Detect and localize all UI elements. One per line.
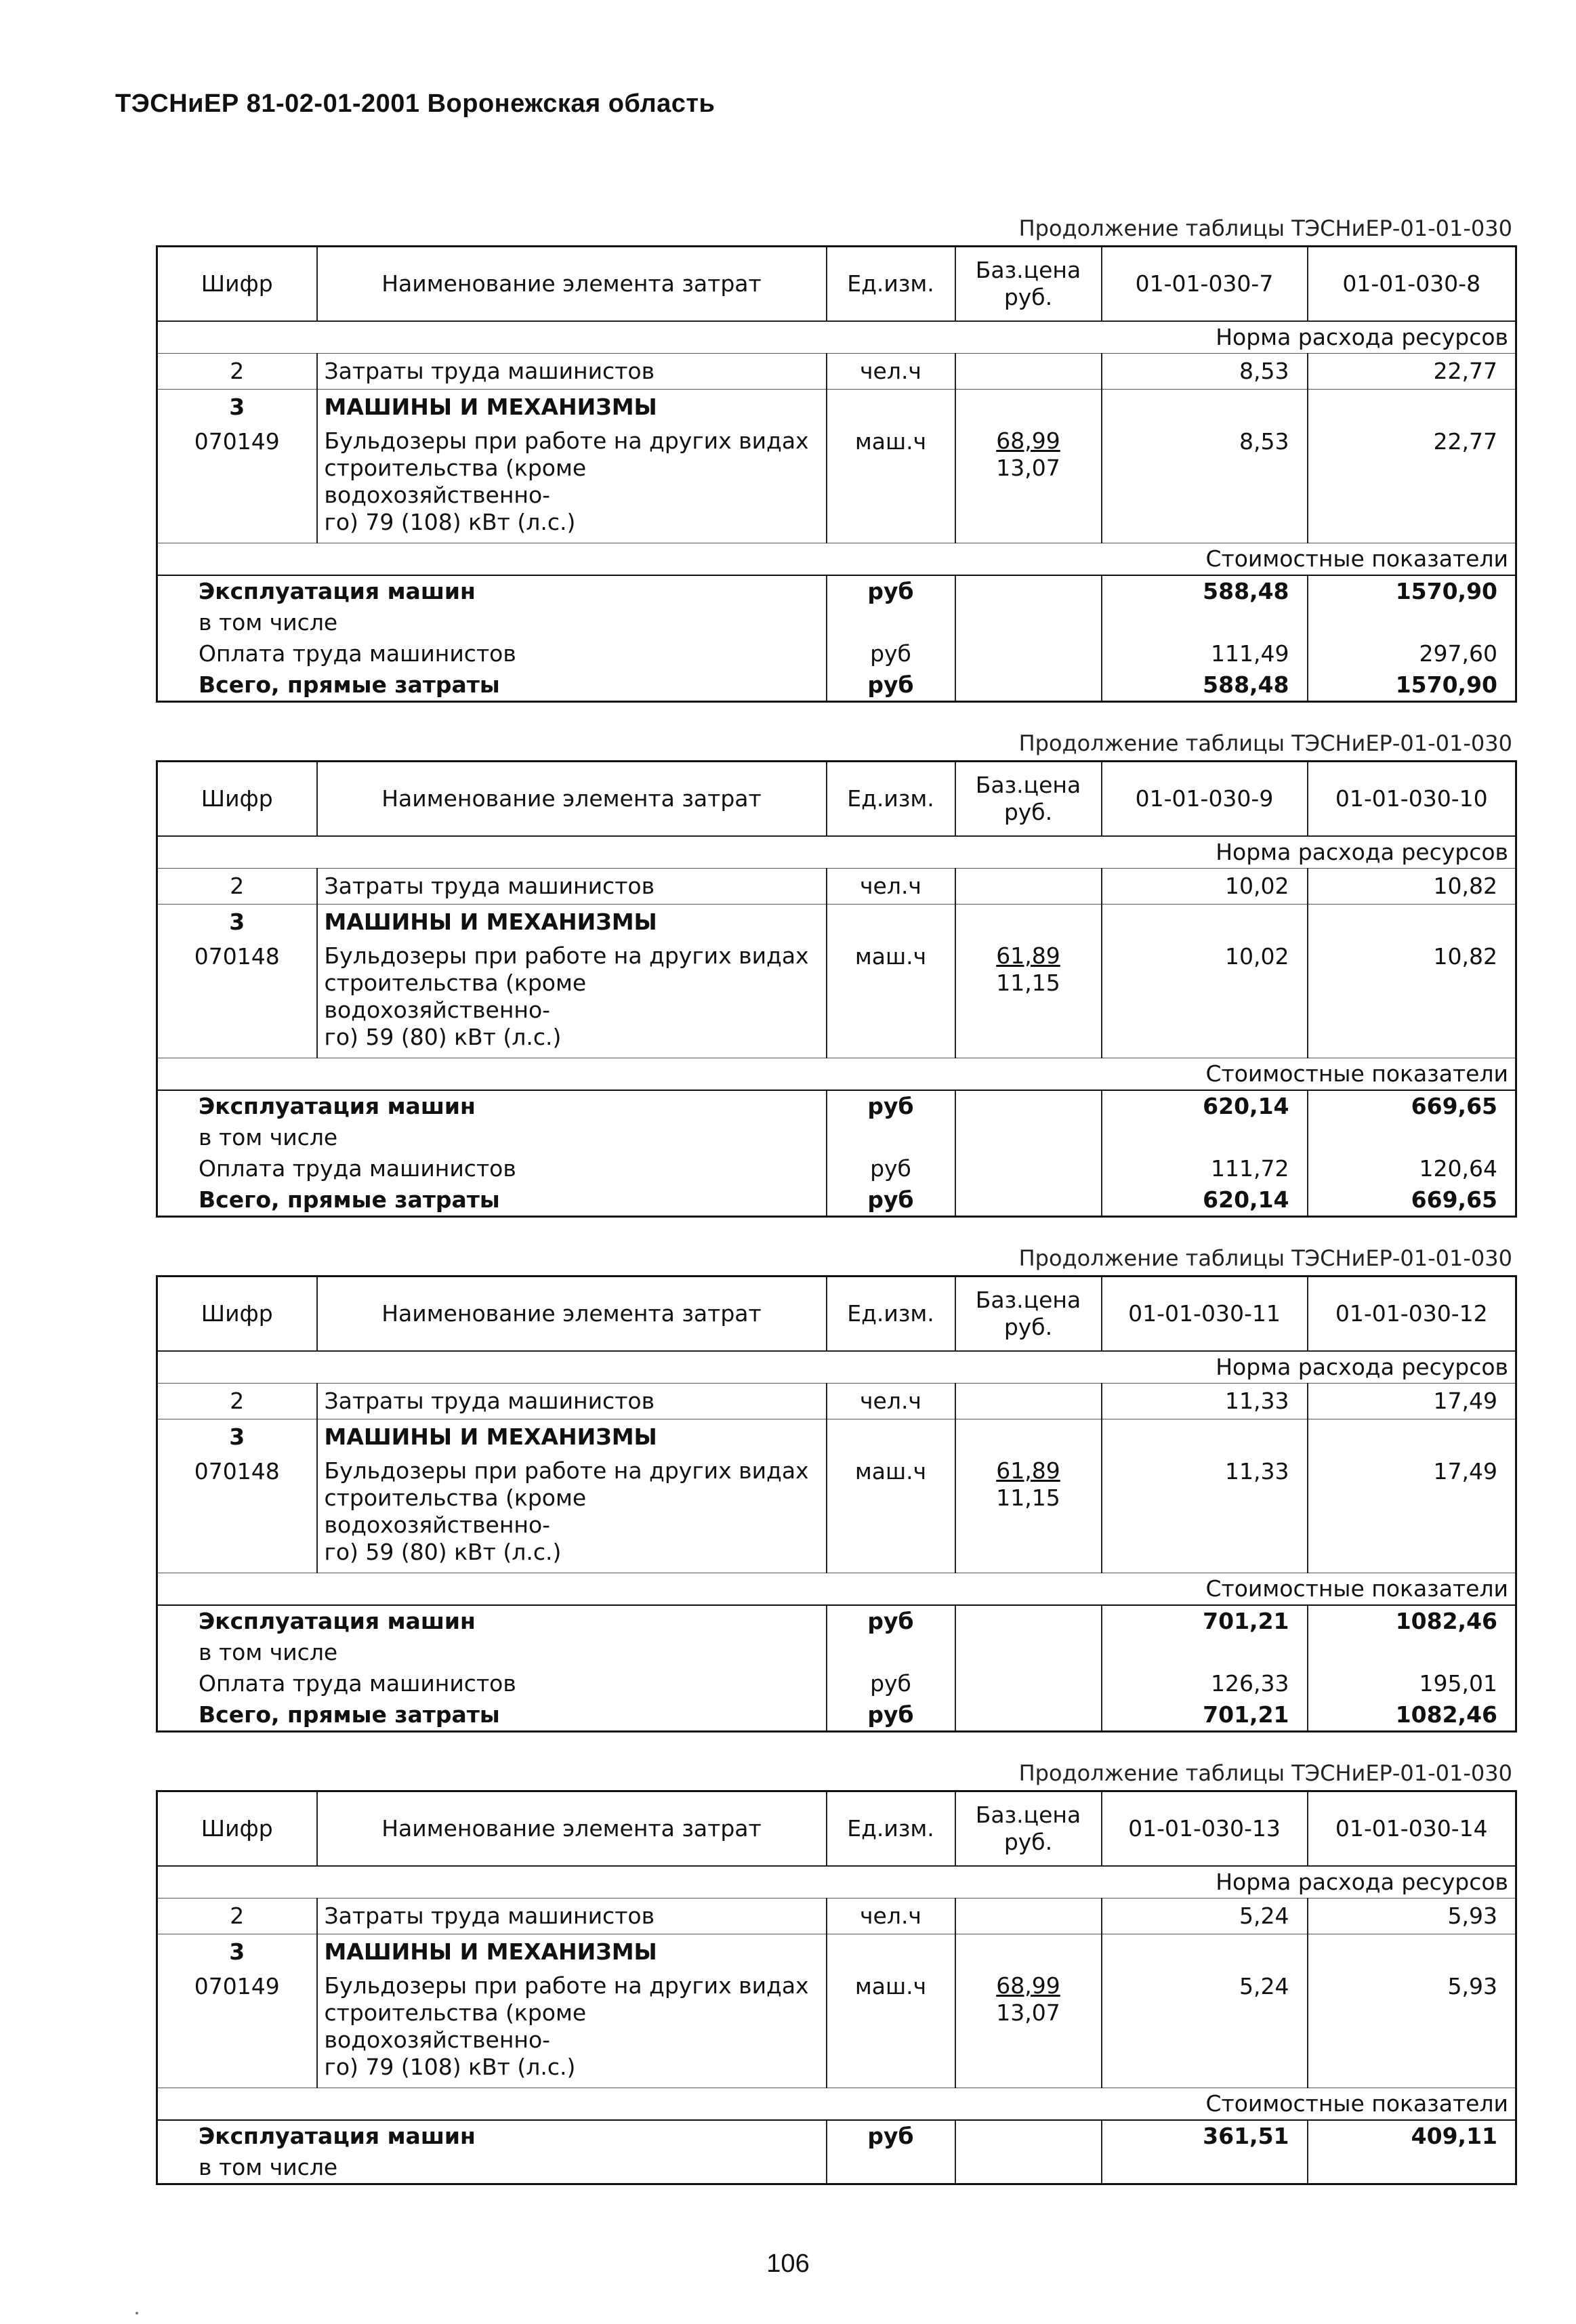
page-number: 106 (766, 2249, 810, 2278)
price-wage: 11,15 (996, 1485, 1060, 1511)
header-code: Шифр (157, 762, 317, 837)
row-value-a: 8,53 (1102, 354, 1308, 390)
machine-name-line: строительства (кроме водохозяйственно- (324, 1485, 587, 1538)
row-unit: чел.ч (827, 354, 955, 390)
machine-name-line: строительства (кроме водохозяйственно- (324, 970, 587, 1023)
row-unit: маш.ч (827, 1455, 955, 1573)
table-row (157, 1934, 1516, 1970)
table-row (157, 940, 1516, 1058)
total-label: Всего, прямые затраты (199, 1701, 500, 1728)
header-price (955, 762, 1102, 837)
row-price (955, 1455, 1102, 1573)
price-wage: 13,07 (996, 455, 1060, 481)
header-name: Наименование элемента затрат (317, 762, 827, 837)
header-unit: Ед.изм. (827, 247, 955, 322)
header-price-line2: руб. (1003, 799, 1053, 825)
section-cost-row (157, 2088, 1516, 2121)
row-price (955, 1419, 1102, 1455)
price-main: 61,89 (996, 1457, 1060, 1484)
row-value-a: 588,48 (1102, 669, 1308, 702)
row-price (955, 1153, 1102, 1184)
continuation-caption: Продолжение таблицы ТЭСНиЕР-01-01-030 (1018, 1760, 1512, 1786)
row-code: 070148 (194, 1458, 280, 1485)
row-price (955, 1184, 1102, 1217)
row-value-b: 10,82 (1308, 940, 1516, 1058)
row-price (955, 1384, 1102, 1419)
table-row (157, 669, 1516, 702)
row-unit: маш.ч (827, 940, 955, 1058)
row-value-b (1308, 1637, 1516, 1668)
table-row (157, 1605, 1516, 1637)
row-name: Затраты труда машинистов (317, 354, 827, 390)
row-value-a (1102, 1122, 1308, 1153)
norm-caption: Норма расхода ресурсов (157, 1351, 1516, 1384)
machine-name-line: Бульдозеры при работе на других видах (324, 1457, 809, 1484)
row-value-b: 195,01 (1308, 1668, 1516, 1699)
row-value-b: 22,77 (1308, 425, 1516, 543)
price-main: 68,99 (996, 1972, 1060, 1999)
row-unit: руб (827, 2120, 955, 2152)
header-code: Шифр (157, 1791, 317, 1867)
row-value-a: 620,14 (1102, 1090, 1308, 1122)
table-row (157, 575, 1516, 607)
exploit-label: Эксплуатация машин (199, 2123, 476, 2149)
row-price (955, 1898, 1102, 1934)
row-value-a: 5,24 (1102, 1970, 1308, 2088)
row-value-a (1102, 607, 1308, 638)
row-value-b: 297,60 (1308, 638, 1516, 669)
cost-caption: Стоимостные показатели (157, 543, 1516, 576)
row-price (955, 575, 1102, 607)
row-name (317, 1970, 827, 2088)
row-name: МАШИНЫ И МЕХАНИЗМЫ (317, 905, 827, 940)
scan-speck (136, 2312, 138, 2315)
price-main: 68,99 (996, 428, 1060, 454)
row-unit: чел.ч (827, 869, 955, 905)
header-col-a: 01-01-030-9 (1102, 762, 1308, 837)
row-value-a: 126,33 (1102, 1668, 1308, 1699)
row-value-a: 588,48 (1102, 575, 1308, 607)
row-value-b: 669,65 (1308, 1090, 1516, 1122)
table-header-row (157, 762, 1516, 837)
resource-table (156, 760, 1517, 1218)
row-value-b (1308, 1122, 1516, 1153)
table-row (157, 1153, 1516, 1184)
row-value-a: 5,24 (1102, 1898, 1308, 1934)
row-value-b: 5,93 (1308, 1970, 1516, 2088)
table-row (157, 1898, 1516, 1934)
row-value-b: 5,93 (1308, 1898, 1516, 1934)
row-value-a (1102, 390, 1308, 426)
machine-name-line: го) 59 (80) кВт (л.с.) (324, 1539, 562, 1565)
row-code: 2 (157, 1384, 317, 1419)
row-value-a (1102, 2152, 1308, 2184)
row-value-b: 22,77 (1308, 354, 1516, 390)
header-price-line2: руб. (1003, 1314, 1053, 1340)
row-unit: чел.ч (827, 1898, 955, 1934)
row-price (955, 1637, 1102, 1668)
row-price (955, 638, 1102, 669)
table-row (157, 1384, 1516, 1419)
table-row (157, 905, 1516, 940)
exploit-label: Эксплуатация машин (199, 1093, 476, 1119)
row-value-a: 10,02 (1102, 940, 1308, 1058)
row-value-b: 17,49 (1308, 1455, 1516, 1573)
row-unit (827, 1934, 955, 1970)
row-unit: маш.ч (827, 1970, 955, 2088)
header-col-b: 01-01-030-10 (1308, 762, 1516, 837)
row-name: Затраты труда машинистов (317, 869, 827, 905)
table-row (157, 1970, 1516, 2088)
row-value-a: 111,72 (1102, 1153, 1308, 1184)
machine-name-line: го) 79 (108) кВт (л.с.) (324, 509, 576, 535)
wages-label: Оплата труда машинистов (199, 640, 516, 667)
header-code: Шифр (157, 1277, 317, 1352)
row-unit: руб (827, 638, 955, 669)
row-value-a: 361,51 (1102, 2120, 1308, 2152)
table-row (157, 2152, 1516, 2184)
row-code: 3 (229, 1424, 245, 1450)
wages-label: Оплата труда машинистов (199, 1670, 516, 1697)
resource-table (156, 245, 1517, 703)
row-price (955, 869, 1102, 905)
header-col-b: 01-01-030-8 (1308, 247, 1516, 322)
row-price (955, 607, 1102, 638)
row-price (955, 354, 1102, 390)
header-unit: Ед.изм. (827, 762, 955, 837)
row-value-b: 409,11 (1308, 2120, 1516, 2152)
row-price (955, 1699, 1102, 1732)
row-value-b: 1570,90 (1308, 575, 1516, 607)
table-row (157, 1090, 1516, 1122)
table-header-row (157, 247, 1516, 322)
machine-name-line: Бульдозеры при работе на других видах (324, 1972, 809, 1999)
row-unit: руб (827, 1699, 955, 1732)
row-unit: руб (827, 575, 955, 607)
header-col-a: 01-01-030-11 (1102, 1277, 1308, 1352)
row-value-b (1308, 905, 1516, 940)
row-name: Затраты труда машинистов (317, 1898, 827, 1934)
norm-caption: Норма расхода ресурсов (157, 321, 1516, 354)
row-price (955, 940, 1102, 1058)
row-name (317, 1455, 827, 1573)
norm-caption: Норма расхода ресурсов (157, 1866, 1516, 1898)
row-price (955, 1605, 1102, 1637)
continuation-caption: Продолжение таблицы ТЭСНиЕР-01-01-030 (1018, 730, 1512, 756)
row-price (955, 669, 1102, 702)
row-unit: руб (827, 1605, 955, 1637)
header-col-b: 01-01-030-12 (1308, 1277, 1516, 1352)
price-main: 61,89 (996, 942, 1060, 969)
continuation-caption: Продолжение таблицы ТЭСНиЕР-01-01-030 (1018, 1245, 1512, 1271)
row-value-a: 8,53 (1102, 425, 1308, 543)
table-header-row (157, 1791, 1516, 1867)
row-unit: руб (827, 669, 955, 702)
row-price (955, 1090, 1102, 1122)
row-name: МАШИНЫ И МЕХАНИЗМЫ (317, 1934, 827, 1970)
table-row (157, 2120, 1516, 2152)
exploit-label: Эксплуатация машин (199, 1608, 476, 1634)
incl-label: в том числе (199, 1124, 338, 1150)
table-row (157, 1122, 1516, 1153)
row-value-b: 669,65 (1308, 1184, 1516, 1217)
resource-table (156, 1275, 1517, 1732)
row-name (317, 425, 827, 543)
header-price (955, 1277, 1102, 1352)
table-row (157, 1699, 1516, 1732)
row-name: МАШИНЫ И МЕХАНИЗМЫ (317, 1419, 827, 1455)
row-value-a: 701,21 (1102, 1605, 1308, 1637)
row-name: Затраты труда машинистов (317, 1384, 827, 1419)
row-unit (827, 1419, 955, 1455)
row-price (955, 425, 1102, 543)
header-unit: Ед.изм. (827, 1277, 955, 1352)
row-unit (827, 607, 955, 638)
header-col-b: 01-01-030-14 (1308, 1791, 1516, 1867)
row-value-b: 1082,46 (1308, 1605, 1516, 1637)
row-code: 3 (229, 909, 245, 935)
row-value-a: 111,49 (1102, 638, 1308, 669)
row-unit (827, 390, 955, 426)
resource-table (156, 1790, 1517, 2185)
row-value-a (1102, 905, 1308, 940)
section-cost-row (157, 1058, 1516, 1091)
section-norm-row (157, 836, 1516, 869)
header-price (955, 247, 1102, 322)
total-label: Всего, прямые затраты (199, 671, 500, 698)
table-row (157, 390, 1516, 426)
row-value-a: 620,14 (1102, 1184, 1308, 1217)
row-unit: маш.ч (827, 425, 955, 543)
section-norm-row (157, 1351, 1516, 1384)
row-unit: руб (827, 1668, 955, 1699)
row-price (955, 2120, 1102, 2152)
row-price (955, 390, 1102, 426)
wages-label: Оплата труда машинистов (199, 1155, 516, 1182)
row-value-a (1102, 1637, 1308, 1668)
row-value-a: 11,33 (1102, 1455, 1308, 1573)
row-code: 070148 (194, 943, 280, 970)
header-unit: Ед.изм. (827, 1791, 955, 1867)
table-row (157, 425, 1516, 543)
row-value-a: 11,33 (1102, 1384, 1308, 1419)
row-value-a: 10,02 (1102, 869, 1308, 905)
header-name: Наименование элемента затрат (317, 1791, 827, 1867)
row-unit (827, 905, 955, 940)
row-price (955, 1122, 1102, 1153)
row-code: 070149 (194, 428, 280, 455)
header-col-a: 01-01-030-7 (1102, 247, 1308, 322)
row-price (955, 1668, 1102, 1699)
header-price-line1: Баз.цена (975, 772, 1081, 798)
document-title: ТЭСНиЕР 81-02-01-2001 Воронежская область (115, 89, 716, 118)
incl-label: в том числе (199, 609, 338, 636)
row-price (955, 1934, 1102, 1970)
section-cost-row (157, 1573, 1516, 1606)
row-code: 2 (157, 354, 317, 390)
table-row (157, 354, 1516, 390)
header-name: Наименование элемента затрат (317, 1277, 827, 1352)
row-unit (827, 1637, 955, 1668)
row-unit (827, 2152, 955, 2184)
table-header-row (157, 1277, 1516, 1352)
cost-caption: Стоимостные показатели (157, 1573, 1516, 1606)
header-price-line1: Баз.цена (975, 257, 1081, 283)
section-norm-row (157, 321, 1516, 354)
row-value-b: 17,49 (1308, 1384, 1516, 1419)
row-price (955, 905, 1102, 940)
header-code: Шифр (157, 247, 317, 322)
row-value-b (1308, 1934, 1516, 1970)
row-unit: руб (827, 1184, 955, 1217)
row-value-a (1102, 1934, 1308, 1970)
cost-caption: Стоимостные показатели (157, 2088, 1516, 2121)
row-value-b: 1570,90 (1308, 669, 1516, 702)
row-code: 2 (157, 869, 317, 905)
row-unit: чел.ч (827, 1384, 955, 1419)
price-wage: 13,07 (996, 1999, 1060, 2026)
row-value-a (1102, 1419, 1308, 1455)
header-price-line2: руб. (1003, 1829, 1053, 1855)
header-price-line2: руб. (1003, 284, 1053, 310)
section-cost-row (157, 543, 1516, 576)
row-value-b (1308, 2152, 1516, 2184)
continuation-caption: Продолжение таблицы ТЭСНиЕР-01-01-030 (1018, 215, 1512, 241)
row-price (955, 2152, 1102, 2184)
incl-label: в том числе (199, 1639, 338, 1665)
header-name: Наименование элемента затрат (317, 247, 827, 322)
cost-caption: Стоимостные показатели (157, 1058, 1516, 1091)
exploit-label: Эксплуатация машин (199, 578, 476, 604)
table-row (157, 1184, 1516, 1217)
row-name (317, 940, 827, 1058)
row-value-b (1308, 390, 1516, 426)
machine-name-line: строительства (кроме водохозяйственно- (324, 455, 587, 508)
section-norm-row (157, 1866, 1516, 1898)
total-label: Всего, прямые затраты (199, 1186, 500, 1213)
row-value-a: 701,21 (1102, 1699, 1308, 1732)
row-code: 2 (157, 1898, 317, 1934)
machine-name-line: строительства (кроме водохозяйственно- (324, 1999, 587, 2053)
row-price (955, 1970, 1102, 2088)
row-unit: руб (827, 1090, 955, 1122)
row-code: 3 (229, 394, 245, 420)
header-price (955, 1791, 1102, 1867)
table-row (157, 1455, 1516, 1573)
norm-caption: Норма расхода ресурсов (157, 836, 1516, 869)
row-code: 070149 (194, 1973, 280, 1999)
row-value-b (1308, 1419, 1516, 1455)
price-wage: 11,15 (996, 970, 1060, 996)
row-value-b: 10,82 (1308, 869, 1516, 905)
row-value-b: 1082,46 (1308, 1699, 1516, 1732)
header-price-line1: Баз.цена (975, 1802, 1081, 1828)
row-unit: руб (827, 1153, 955, 1184)
incl-label: в том числе (199, 2154, 338, 2180)
machine-name-line: Бульдозеры при работе на других видах (324, 942, 809, 969)
machine-name-line: го) 59 (80) кВт (л.с.) (324, 1024, 562, 1050)
table-row (157, 638, 1516, 669)
machine-name-line: го) 79 (108) кВт (л.с.) (324, 2054, 576, 2080)
row-unit (827, 1122, 955, 1153)
table-row (157, 1419, 1516, 1455)
header-col-a: 01-01-030-13 (1102, 1791, 1308, 1867)
table-row (157, 869, 1516, 905)
table-row (157, 1668, 1516, 1699)
table-row (157, 607, 1516, 638)
row-code: 3 (229, 1938, 245, 1965)
header-price-line1: Баз.цена (975, 1287, 1081, 1313)
machine-name-line: Бульдозеры при работе на других видах (324, 428, 809, 454)
row-value-b (1308, 607, 1516, 638)
table-row (157, 1637, 1516, 1668)
row-name: МАШИНЫ И МЕХАНИЗМЫ (317, 390, 827, 426)
row-value-b: 120,64 (1308, 1153, 1516, 1184)
